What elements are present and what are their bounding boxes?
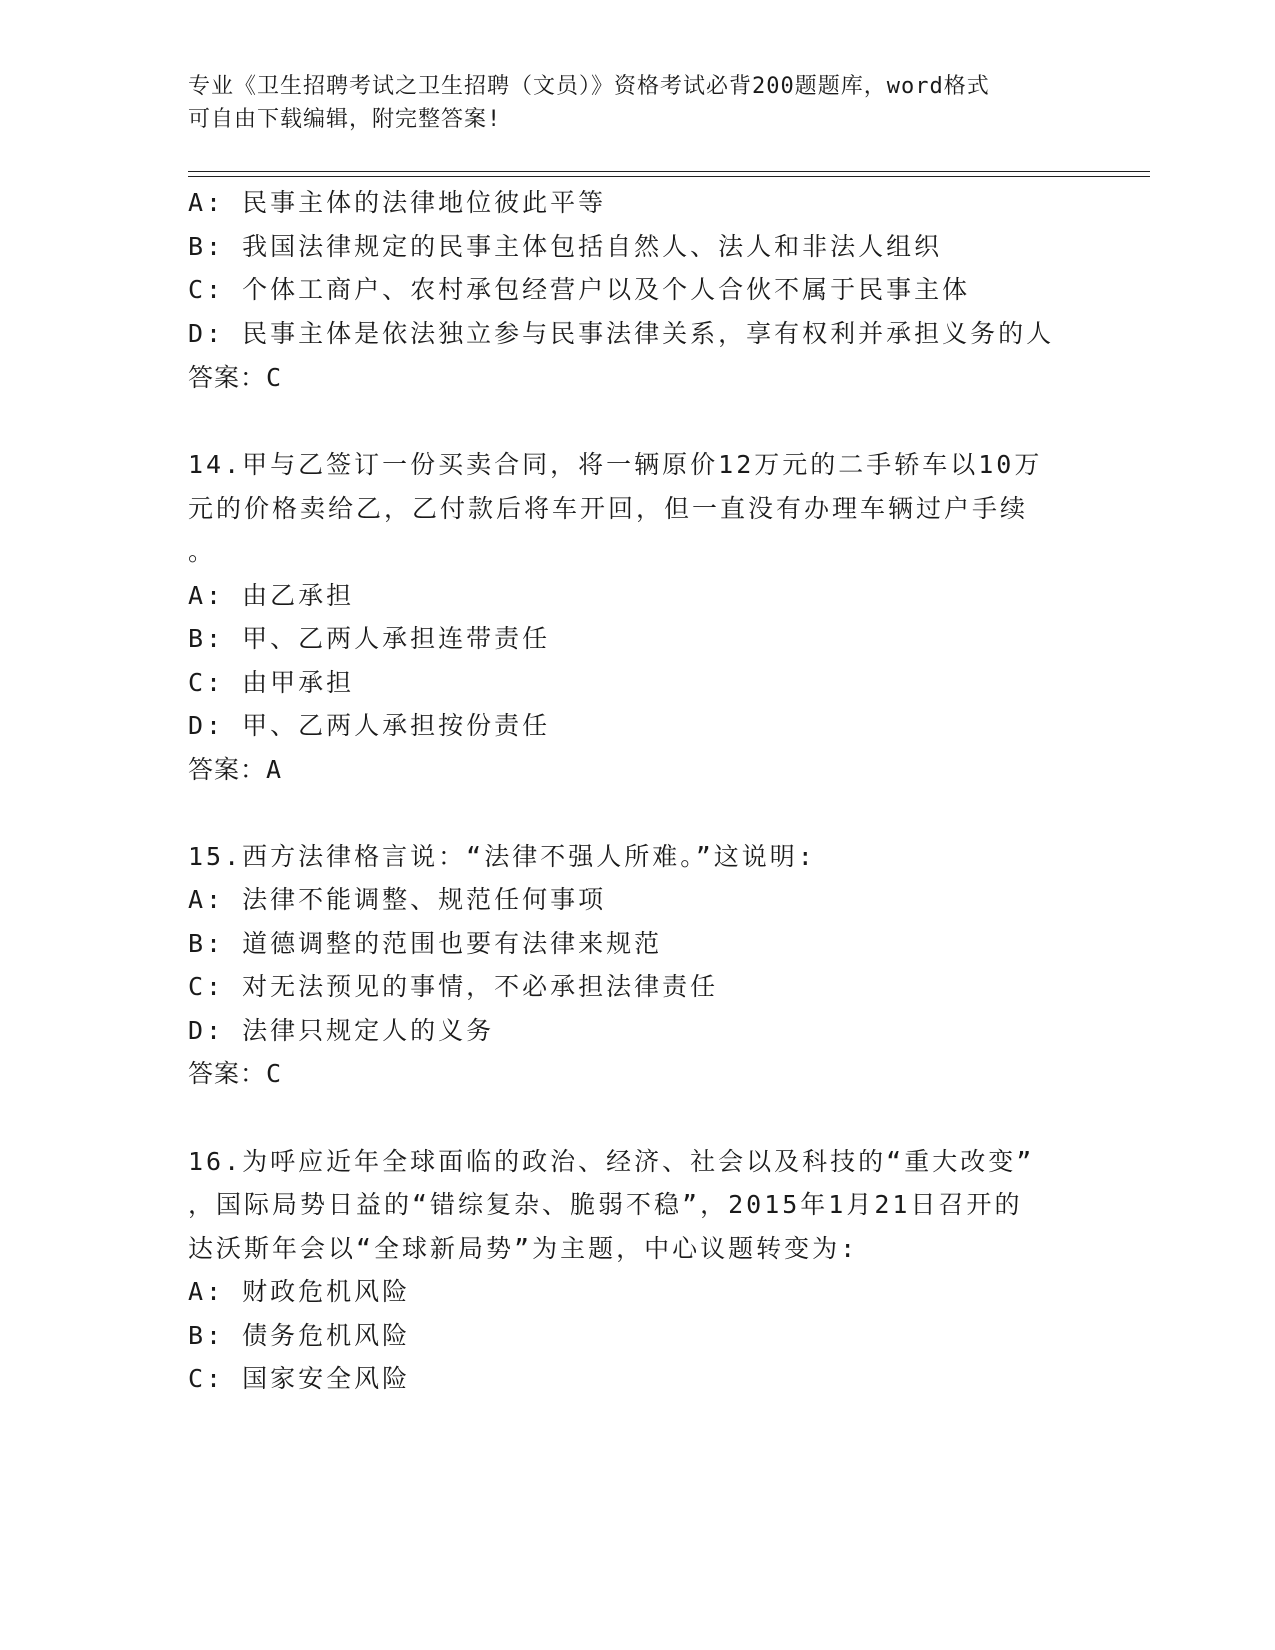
q15-option-b: B: 道德调整的范围也要有法律来规范 bbox=[188, 929, 663, 958]
q14-option-a: A: 由乙承担 bbox=[188, 581, 355, 610]
q15-answer: 答案：C bbox=[188, 1059, 283, 1088]
q13-answer: 答案：C bbox=[188, 363, 283, 392]
q13-option-a: A: 民事主体的法律地位彼此平等 bbox=[188, 188, 607, 217]
header-line-1: 专业《卫生招聘考试之卫生招聘（文员）》资格考试必背200题题库，word格式 bbox=[188, 74, 990, 99]
q15-stem-line-1: 15.西方法律格言说：“法律不强人所难。”这说明: bbox=[188, 842, 816, 871]
q14-option-c: C: 由甲承担 bbox=[188, 668, 355, 697]
header-divider-top bbox=[188, 171, 1150, 172]
q14-answer: 答案：A bbox=[188, 755, 283, 784]
q15-option-a: A: 法律不能调整、规范任何事项 bbox=[188, 885, 607, 914]
q16-option-c: C: 国家安全风险 bbox=[188, 1364, 411, 1393]
q14-stem-line-2: 元的价格卖给乙，乙付款后将车开回，但一直没有办理车辆过户手续 bbox=[188, 494, 1029, 523]
q16-stem-line-3: 达沃斯年会以“全球新局势”为主题，中心议题转变为: bbox=[188, 1234, 859, 1263]
q16-stem-line-1: 16.为呼应近年全球面临的政治、经济、社会以及科技的“重大改变” bbox=[188, 1147, 1035, 1176]
q14-option-d: D: 甲、乙两人承担按份责任 bbox=[188, 711, 551, 740]
q13-option-c: C: 个体工商户、农村承包经营户以及个人合伙不属于民事主体 bbox=[188, 275, 971, 304]
document-header bbox=[188, 70, 1068, 136]
header-line-2: 可自由下载编辑，附完整答案! bbox=[188, 107, 502, 132]
q16-option-b: B: 债务危机风险 bbox=[188, 1321, 411, 1350]
q13-option-b: B: 我国法律规定的民事主体包括自然人、法人和非法人组织 bbox=[188, 232, 943, 261]
q14-stem-line-3: 。 bbox=[188, 537, 217, 566]
header-divider-bottom bbox=[188, 176, 1150, 177]
q15-option-c: C: 对无法预见的事情，不必承担法律责任 bbox=[188, 972, 719, 1001]
q15-option-d: D: 法律只规定人的义务 bbox=[188, 1016, 495, 1045]
q14-stem-line-1: 14.甲与乙签订一份买卖合同，将一辆原价12万元的二手轿车以10万 bbox=[188, 450, 1043, 479]
q13-option-d: D: 民事主体是依法独立参与民事法律关系，享有权利并承担义务的人 bbox=[188, 319, 1055, 348]
q14-option-b: B: 甲、乙两人承担连带责任 bbox=[188, 624, 551, 653]
q16-stem-line-2: ，国际局势日益的“错综复杂、脆弱不稳”，2015年1月21日召开的 bbox=[188, 1190, 1023, 1219]
q16-option-a: A: 财政危机风险 bbox=[188, 1277, 411, 1306]
